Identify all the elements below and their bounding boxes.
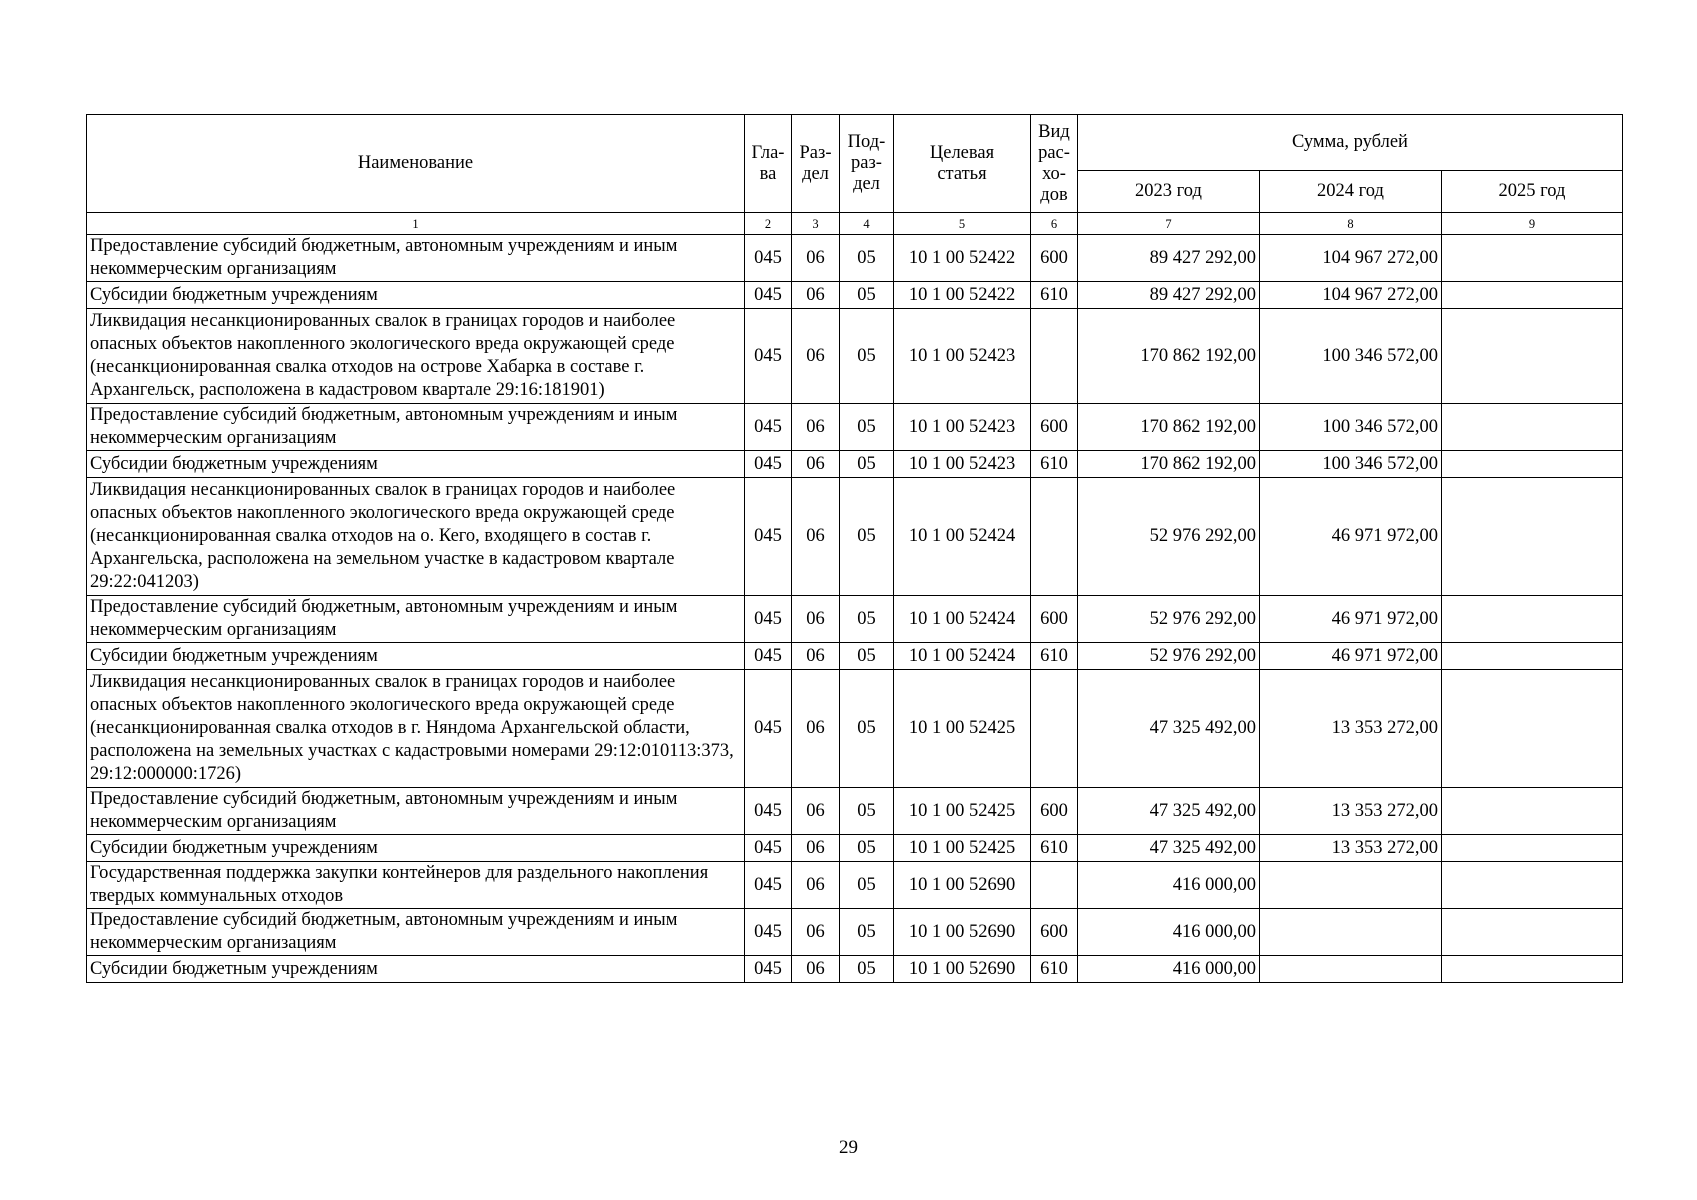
row-razdel: 06 [792,596,840,643]
header-vid: Вид рас- хо- дов [1031,115,1078,213]
row-glava: 045 [745,862,792,909]
row-vid [1031,862,1078,909]
row-amount-2024: 46 971 972,00 [1260,478,1442,596]
header-year-2024: 2024 год [1260,171,1442,213]
column-number: 1 [87,213,745,235]
row-amount-2023: 170 862 192,00 [1078,309,1260,404]
row-amount-2023: 89 427 292,00 [1078,235,1260,282]
column-number: 9 [1442,213,1623,235]
row-amount-2023: 170 862 192,00 [1078,451,1260,478]
budget-table [86,114,1623,983]
row-amount-2023: 47 325 492,00 [1078,835,1260,862]
row-vid: 600 [1031,596,1078,643]
row-podrazdel: 05 [840,596,894,643]
table-row [87,404,1623,451]
row-amount-2025 [1442,670,1623,788]
row-podrazdel: 05 [840,956,894,983]
column-numbers-row [87,213,1623,235]
row-target: 10 1 00 52690 [894,862,1031,909]
column-number: 2 [745,213,792,235]
row-podrazdel: 05 [840,235,894,282]
column-number: 8 [1260,213,1442,235]
row-amount-2023: 416 000,00 [1078,909,1260,956]
row-amount-2025 [1442,451,1623,478]
row-amount-2025 [1442,309,1623,404]
row-target: 10 1 00 52424 [894,596,1031,643]
row-podrazdel: 05 [840,309,894,404]
row-razdel: 06 [792,282,840,309]
table-row [87,478,1623,596]
table-row [87,643,1623,670]
row-podrazdel: 05 [840,282,894,309]
row-podrazdel: 05 [840,788,894,835]
row-razdel: 06 [792,835,840,862]
row-amount-2024: 100 346 572,00 [1260,404,1442,451]
row-amount-2025 [1442,235,1623,282]
row-razdel: 06 [792,956,840,983]
row-razdel: 06 [792,643,840,670]
row-amount-2025 [1442,478,1623,596]
row-vid [1031,309,1078,404]
row-amount-2024: 46 971 972,00 [1260,596,1442,643]
row-razdel: 06 [792,478,840,596]
row-glava: 045 [745,404,792,451]
column-number: 3 [792,213,840,235]
row-target: 10 1 00 52423 [894,404,1031,451]
row-name: Субсидии бюджетным учреждениям [87,451,745,478]
row-target: 10 1 00 52424 [894,478,1031,596]
row-name: Субсидии бюджетным учреждениям [87,643,745,670]
row-amount-2024: 13 353 272,00 [1260,670,1442,788]
header-target: Целевая статья [894,115,1031,213]
row-vid: 610 [1031,451,1078,478]
table-row [87,451,1623,478]
row-glava: 045 [745,670,792,788]
column-number: 6 [1031,213,1078,235]
row-amount-2025 [1442,643,1623,670]
row-amount-2024: 104 967 272,00 [1260,235,1442,282]
table-row [87,596,1623,643]
row-razdel: 06 [792,451,840,478]
row-amount-2023: 416 000,00 [1078,956,1260,983]
row-name: Предоставление субсидий бюджетным, автономным учреждениям и иным некоммерческим организациям [87,596,745,643]
row-vid: 600 [1031,235,1078,282]
row-target: 10 1 00 52425 [894,788,1031,835]
row-vid: 600 [1031,909,1078,956]
row-podrazdel: 05 [840,670,894,788]
row-amount-2024: 104 967 272,00 [1260,282,1442,309]
row-glava: 045 [745,282,792,309]
row-razdel: 06 [792,909,840,956]
row-amount-2025 [1442,282,1623,309]
row-glava: 045 [745,909,792,956]
row-amount-2023: 47 325 492,00 [1078,788,1260,835]
row-amount-2025 [1442,788,1623,835]
header-razdel: Раз- дел [792,115,840,213]
header-podrazdel: Под- раз- дел [840,115,894,213]
row-amount-2025 [1442,404,1623,451]
column-number: 4 [840,213,894,235]
row-razdel: 06 [792,404,840,451]
row-glava: 045 [745,788,792,835]
row-podrazdel: 05 [840,478,894,596]
table-body [87,235,1623,983]
row-target: 10 1 00 52424 [894,643,1031,670]
row-target: 10 1 00 52423 [894,451,1031,478]
table-row [87,235,1623,282]
row-amount-2024: 46 971 972,00 [1260,643,1442,670]
row-vid: 610 [1031,282,1078,309]
row-amount-2024: 13 353 272,00 [1260,835,1442,862]
header-glava: Гла- ва [745,115,792,213]
row-name: Субсидии бюджетным учреждениям [87,956,745,983]
row-amount-2025 [1442,596,1623,643]
row-amount-2025 [1442,909,1623,956]
row-glava: 045 [745,596,792,643]
row-target: 10 1 00 52690 [894,909,1031,956]
row-glava: 045 [745,478,792,596]
table-row [87,909,1623,956]
row-name: Субсидии бюджетным учреждениям [87,835,745,862]
table-row [87,670,1623,788]
page-number: 29 [839,1137,858,1158]
row-razdel: 06 [792,788,840,835]
row-vid [1031,478,1078,596]
row-podrazdel: 05 [840,862,894,909]
row-glava: 045 [745,956,792,983]
row-name: Ликвидация несанкционированных свалок в границах городов и наиболее опасных объектов накопленного экологического вреда окружающей среде (несанкционированная свалка отходов на о. Кего, входящего в состав г. Архангельска, расположена на земельном участке в кадастровом квартале 29:22:041203) [87,478,745,596]
row-vid: 610 [1031,643,1078,670]
row-vid: 610 [1031,956,1078,983]
row-amount-2024: 100 346 572,00 [1260,309,1442,404]
header-sum: Сумма, рублей [1078,115,1623,171]
row-vid: 600 [1031,404,1078,451]
row-amount-2023: 52 976 292,00 [1078,478,1260,596]
row-name: Предоставление субсидий бюджетным, автономным учреждениям и иным некоммерческим организациям [87,404,745,451]
row-name: Предоставление субсидий бюджетным, автономным учреждениям и иным некоммерческим организациям [87,909,745,956]
column-number: 5 [894,213,1031,235]
row-amount-2023: 89 427 292,00 [1078,282,1260,309]
row-razdel: 06 [792,309,840,404]
row-amount-2023: 47 325 492,00 [1078,670,1260,788]
row-target: 10 1 00 52422 [894,282,1031,309]
row-vid: 610 [1031,835,1078,862]
row-amount-2024: 100 346 572,00 [1260,451,1442,478]
header-year-2023: 2023 год [1078,171,1260,213]
table-row [87,835,1623,862]
row-podrazdel: 05 [840,451,894,478]
row-name: Предоставление субсидий бюджетным, автономным учреждениям и иным некоммерческим организациям [87,788,745,835]
table-row [87,788,1623,835]
row-amount-2025 [1442,956,1623,983]
row-glava: 045 [745,451,792,478]
row-amount-2023: 52 976 292,00 [1078,643,1260,670]
table-row [87,309,1623,404]
row-name: Предоставление субсидий бюджетным, автономным учреждениям и иным некоммерческим организациям [87,235,745,282]
row-amount-2025 [1442,862,1623,909]
row-podrazdel: 05 [840,404,894,451]
row-glava: 045 [745,835,792,862]
header-name: Наименование [87,115,745,213]
row-amount-2024: 13 353 272,00 [1260,788,1442,835]
header-year-2025: 2025 год [1442,171,1623,213]
table-row [87,956,1623,983]
row-razdel: 06 [792,670,840,788]
row-name: Государственная поддержка закупки контейнеров для раздельного накопления твердых коммунальных отходов [87,862,745,909]
row-razdel: 06 [792,235,840,282]
column-number: 7 [1078,213,1260,235]
row-amount-2025 [1442,835,1623,862]
row-target: 10 1 00 52690 [894,956,1031,983]
row-target: 10 1 00 52425 [894,670,1031,788]
row-glava: 045 [745,235,792,282]
row-amount-2023: 52 976 292,00 [1078,596,1260,643]
row-vid [1031,670,1078,788]
row-name: Субсидии бюджетным учреждениям [87,282,745,309]
row-amount-2024 [1260,862,1442,909]
row-target: 10 1 00 52425 [894,835,1031,862]
row-glava: 045 [745,643,792,670]
row-vid: 600 [1031,788,1078,835]
table-row [87,862,1623,909]
row-amount-2023: 170 862 192,00 [1078,404,1260,451]
row-podrazdel: 05 [840,643,894,670]
row-podrazdel: 05 [840,835,894,862]
row-name: Ликвидация несанкционированных свалок в границах городов и наиболее опасных объектов накопленного экологического вреда окружающей среде (несанкционированная свалка отходов в г. Няндома Архангельской области, расположена на земельных участках с кадастровыми номерами 29:12:010113:373, 29:12:000000:1726) [87,670,745,788]
row-amount-2023: 416 000,00 [1078,862,1260,909]
table-row [87,282,1623,309]
row-glava: 045 [745,309,792,404]
row-razdel: 06 [792,862,840,909]
row-podrazdel: 05 [840,909,894,956]
row-name: Ликвидация несанкционированных свалок в границах городов и наиболее опасных объектов накопленного экологического вреда окружающей среде (несанкционированная свалка отходов на острове Хабарка в составе г. Архангельск, расположена в кадастровом квартале 29:16:181901) [87,309,745,404]
row-target: 10 1 00 52422 [894,235,1031,282]
row-amount-2024 [1260,909,1442,956]
row-amount-2024 [1260,956,1442,983]
row-target: 10 1 00 52423 [894,309,1031,404]
